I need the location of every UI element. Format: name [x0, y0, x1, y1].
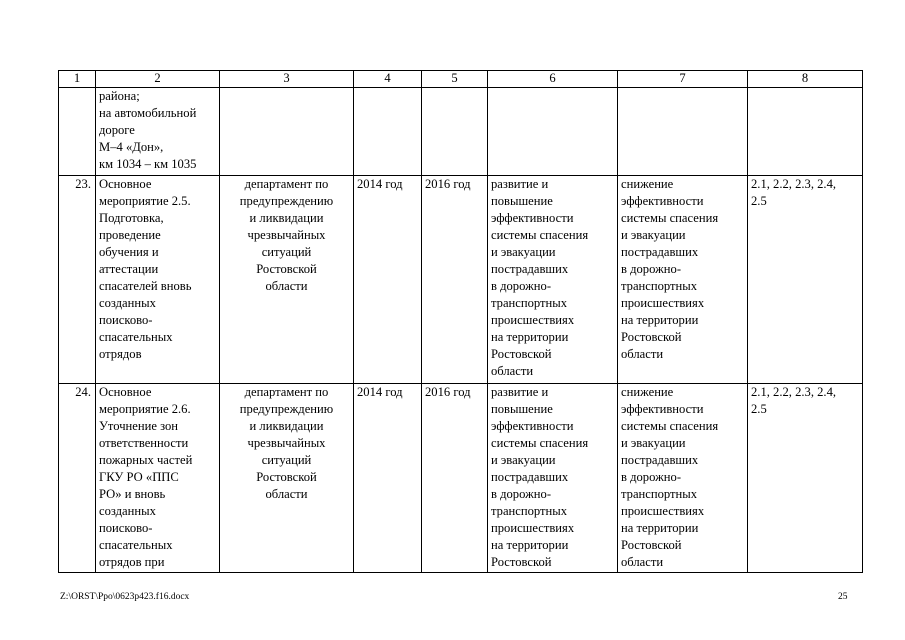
text-line: ГКУ РО «ППС — [99, 470, 179, 484]
text-line: ситуаций — [261, 453, 312, 467]
text-line: развитие и — [491, 385, 549, 399]
text-line: системы спасения — [621, 419, 719, 433]
expected-result — [488, 384, 618, 573]
text-line: Подготовка, — [99, 211, 164, 225]
text-line: пострадавших — [621, 453, 699, 467]
text-line: мероприятие 2.6. — [99, 402, 191, 416]
expected-result — [488, 176, 618, 384]
text-line: и эвакуации — [621, 436, 686, 450]
text-line: департамент по — [244, 385, 329, 399]
text-line: Уточнение зон — [99, 419, 179, 433]
text-line: Ростовской — [256, 262, 317, 276]
text-line: и эвакуации — [621, 228, 686, 242]
text-line: ответственности — [99, 436, 189, 450]
text-line: пострадавших — [621, 245, 699, 259]
text-line: поисково- — [99, 313, 153, 327]
text-line: Ростовской — [491, 555, 552, 569]
text-line: спасателей вновь — [99, 279, 192, 293]
text-line: области — [265, 279, 308, 293]
text-line: снижение — [621, 177, 674, 191]
measure-name — [96, 88, 220, 176]
text-line: созданных — [99, 296, 156, 310]
text-line: Ростовской — [256, 470, 317, 484]
text-line: предупреждению — [239, 402, 334, 416]
start-year — [354, 88, 422, 176]
text-line: Ростовской — [491, 347, 552, 361]
text-line: Ростовской — [621, 538, 682, 552]
text-line: повышение — [491, 194, 553, 208]
text-line: области — [621, 347, 664, 361]
text-line: дороге — [99, 123, 135, 137]
header-cell: 4 — [354, 71, 422, 88]
executor — [220, 384, 354, 573]
consequence — [618, 176, 748, 384]
executor — [220, 176, 354, 384]
text-line: на автомобильной — [99, 106, 197, 120]
text-line: системы спасения — [491, 228, 589, 242]
text-line: в дорожно- — [621, 262, 682, 276]
page-number: 25 — [838, 592, 848, 602]
text-line: области — [491, 364, 534, 378]
header-cell: 3 — [220, 71, 354, 88]
text-line: проведение — [99, 228, 161, 242]
start-year: 2014 год — [354, 384, 422, 573]
text-line: созданных — [99, 504, 156, 518]
indicator-link — [748, 384, 863, 573]
text-line: повышение — [491, 402, 553, 416]
footer-file-path: Z:\ORST\Ppo\0623p423.f16.docx — [60, 592, 190, 602]
header-cell: 1 — [59, 71, 96, 88]
text-line: и ликвидации — [249, 419, 324, 433]
text-line: аттестации — [99, 262, 159, 276]
text-line: обучения и — [99, 245, 159, 259]
text-line: на территории — [491, 538, 569, 552]
text-line: происшествиях — [491, 521, 575, 535]
text-line: 2.1, 2.2, 2.3, 2.4, — [751, 177, 837, 191]
end-year: 2016 год — [422, 176, 488, 384]
start-year: 2014 год — [354, 176, 422, 384]
text-line: 2.5 — [751, 194, 767, 208]
header-cell: 7 — [618, 71, 748, 88]
table-row — [59, 384, 863, 573]
text-line: 2.1, 2.2, 2.3, 2.4, — [751, 385, 837, 399]
text-line: транспортных — [491, 504, 568, 518]
text-line: развитие и — [491, 177, 549, 191]
end-year: 2016 год — [422, 384, 488, 573]
text-line: происшествиях — [491, 313, 575, 327]
text-line: пожарных частей — [99, 453, 193, 467]
text-line: пострадавших — [491, 470, 569, 484]
text-line: чрезвычайных — [247, 228, 326, 242]
text-line: системы спасения — [621, 211, 719, 225]
text-line: транспортных — [621, 487, 698, 501]
text-line: в дорожно- — [491, 279, 552, 293]
measures-table — [58, 70, 863, 573]
header-row — [59, 71, 863, 88]
text-line: предупреждению — [239, 194, 334, 208]
text-line: эффективности — [621, 402, 704, 416]
text-line: и эвакуации — [491, 453, 556, 467]
end-year — [422, 88, 488, 176]
consequence — [618, 384, 748, 573]
text-line: транспортных — [491, 296, 568, 310]
text-line: системы спасения — [491, 436, 589, 450]
text-line: области — [265, 487, 308, 501]
text-line: спасательных — [99, 538, 173, 552]
row-number: 24. — [59, 384, 96, 573]
text-line: на территории — [491, 330, 569, 344]
row-number: 23. — [59, 176, 96, 384]
text-line: и ликвидации — [249, 211, 324, 225]
text-line: и эвакуации — [491, 245, 556, 259]
text-line: ситуаций — [261, 245, 312, 259]
text-line: РО» и вновь — [99, 487, 166, 501]
header-cell: 5 — [422, 71, 488, 88]
text-line: пострадавших — [491, 262, 569, 276]
text-line: поисково- — [99, 521, 153, 535]
text-line: в дорожно- — [491, 487, 552, 501]
measure-name — [96, 384, 220, 573]
text-line: отрядов — [99, 347, 142, 361]
text-line: района; — [99, 89, 140, 103]
text-line: на территории — [621, 521, 699, 535]
text-line: 2.5 — [751, 402, 767, 416]
text-line: эффективности — [621, 194, 704, 208]
text-line: Основное — [99, 385, 152, 399]
expected-result — [488, 88, 618, 176]
indicator-link — [748, 88, 863, 176]
text-line: мероприятие 2.5. — [99, 194, 191, 208]
consequence — [618, 88, 748, 176]
text-line: Ростовской — [621, 330, 682, 344]
text-line: области — [621, 555, 664, 569]
text-line: на территории — [621, 313, 699, 327]
text-line: км 1034 – км 1035 — [99, 157, 197, 171]
text-line: департамент по — [244, 177, 329, 191]
header-cell: 2 — [96, 71, 220, 88]
row-number — [59, 88, 96, 176]
text-line: Основное — [99, 177, 152, 191]
text-line: происшествиях — [621, 296, 705, 310]
text-line: М–4 «Дон», — [99, 140, 164, 154]
header-cell: 6 — [488, 71, 618, 88]
text-line: чрезвычайных — [247, 436, 326, 450]
text-line: эффективности — [491, 211, 574, 225]
text-line: отрядов при — [99, 555, 165, 569]
indicator-link — [748, 176, 863, 384]
text-line: в дорожно- — [621, 470, 682, 484]
header-cell: 8 — [748, 71, 863, 88]
text-line: эффективности — [491, 419, 574, 433]
executor — [220, 88, 354, 176]
text-line: снижение — [621, 385, 674, 399]
measure-name — [96, 176, 220, 384]
table-row — [59, 176, 863, 384]
table-row — [59, 88, 863, 176]
text-line: происшествиях — [621, 504, 705, 518]
text-line: транспортных — [621, 279, 698, 293]
text-line: спасательных — [99, 330, 173, 344]
